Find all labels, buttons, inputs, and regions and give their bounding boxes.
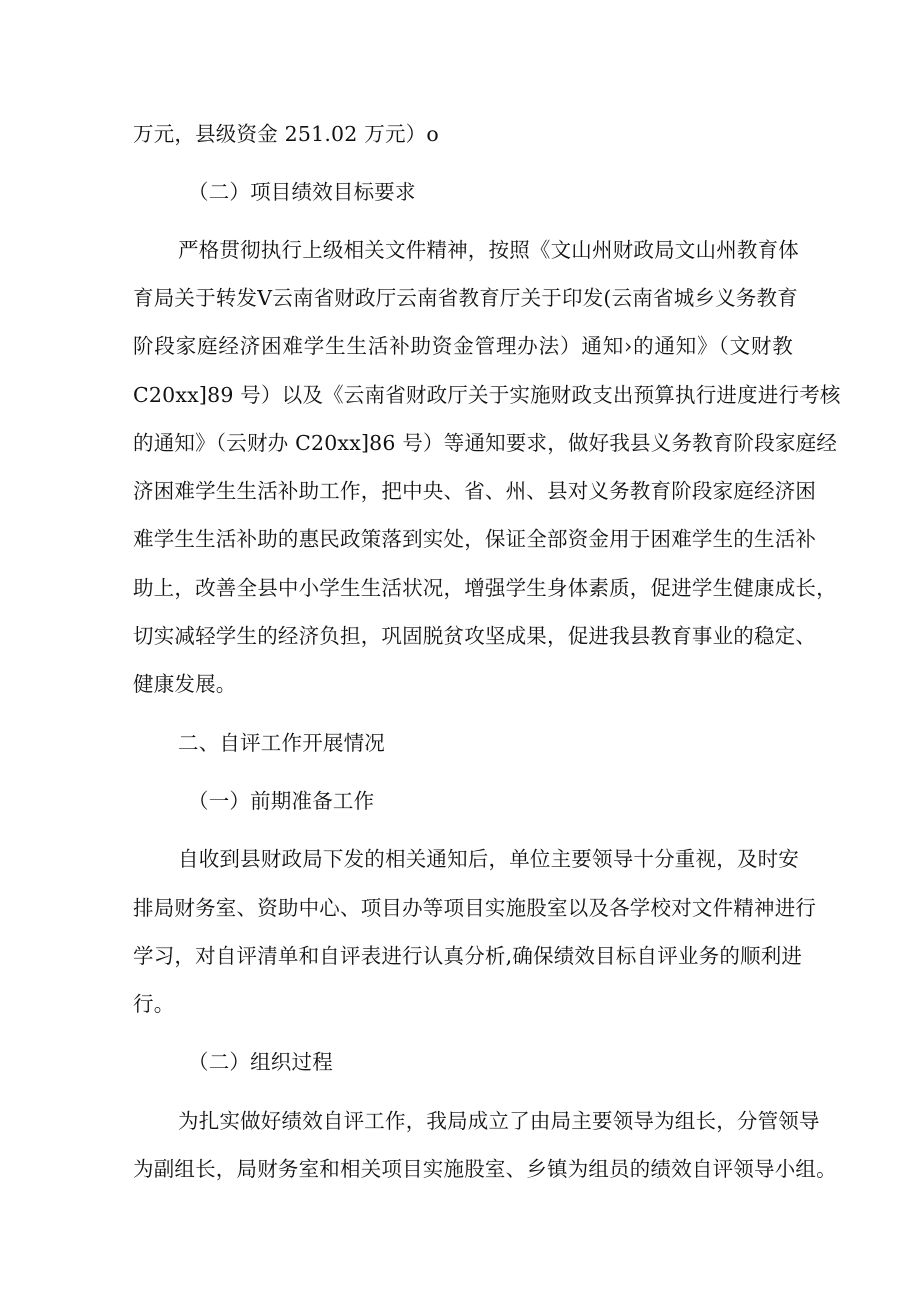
paragraph-line: 济困难学生生活补助工作，把中央、省、州、县对义务教育阶段家庭经济困 <box>133 479 817 503</box>
paragraph-line: 育局关于转发Ⅴ云南省财政厅云南省教育厅关于印发(云南省城乡义务教育 <box>133 286 798 310</box>
paragraph-line: 排局财务室、资助中心、项目办等项目实施股室以及各学校对文件精神进行 <box>133 896 817 920</box>
paragraph-line: 自收到县财政局下发的相关通知后，单位主要领导十分重视，及时安 <box>178 847 799 871</box>
paragraph-line: 切实减轻学生的经济负担，巩固脱贫攻坚成果，促进我县教育事业的稳定、 <box>133 624 817 648</box>
paragraph-line: 学习，对自评清单和自评表进行认真分析,确保绩效目标自评业务的顺利进 <box>133 944 803 968</box>
subheading-preparation: （一）前期准备工作 <box>188 789 375 813</box>
heading-self-evaluation: 二、自评工作开展情况 <box>178 731 385 755</box>
subheading-project-goals: （二）项目绩效目标要求 <box>188 180 416 204</box>
paragraph-line: 为扎实做好绩效自评工作，我局成立了由局主要领导为组长，分管领导 <box>178 1109 820 1133</box>
subheading-organization: （二）组织过程 <box>188 1050 333 1074</box>
paragraph-line: 助上，改善全县中小学生生活状况，增强学生身体素质，促进学生健康成长， <box>133 576 837 600</box>
paragraph-line: 为副组长，局财务室和相关项目实施股室、乡镇为组员的绩效自评领导小组。 <box>133 1157 837 1181</box>
paragraph-line: 严格贯彻执行上级相关文件精神，按照《文山州财政局文山州教育体 <box>178 238 799 262</box>
paragraph-line: 行。 <box>133 992 175 1016</box>
paragraph-line: C20xx]89 号）以及《云南省财政厅关于实施财政支出预算执行进度进行考核 <box>133 383 841 407</box>
paragraph-line: 健康发展。 <box>133 672 237 696</box>
paragraph-line: 阶段家庭经济困难学生生活补助资金管理办法）通知›的通知》（文财教 <box>133 334 793 358</box>
paragraph-line: 万元，县级资金 251.02 万元）o <box>133 122 439 146</box>
paragraph-line: 难学生生活补助的惠民政策落到实处，保证全部资金用于困难学生的生活补 <box>133 527 817 551</box>
paragraph-line: 的通知》（云财办 C20xx]86 号）等通知要求，做好我县义务教育阶段家庭经 <box>133 431 838 455</box>
